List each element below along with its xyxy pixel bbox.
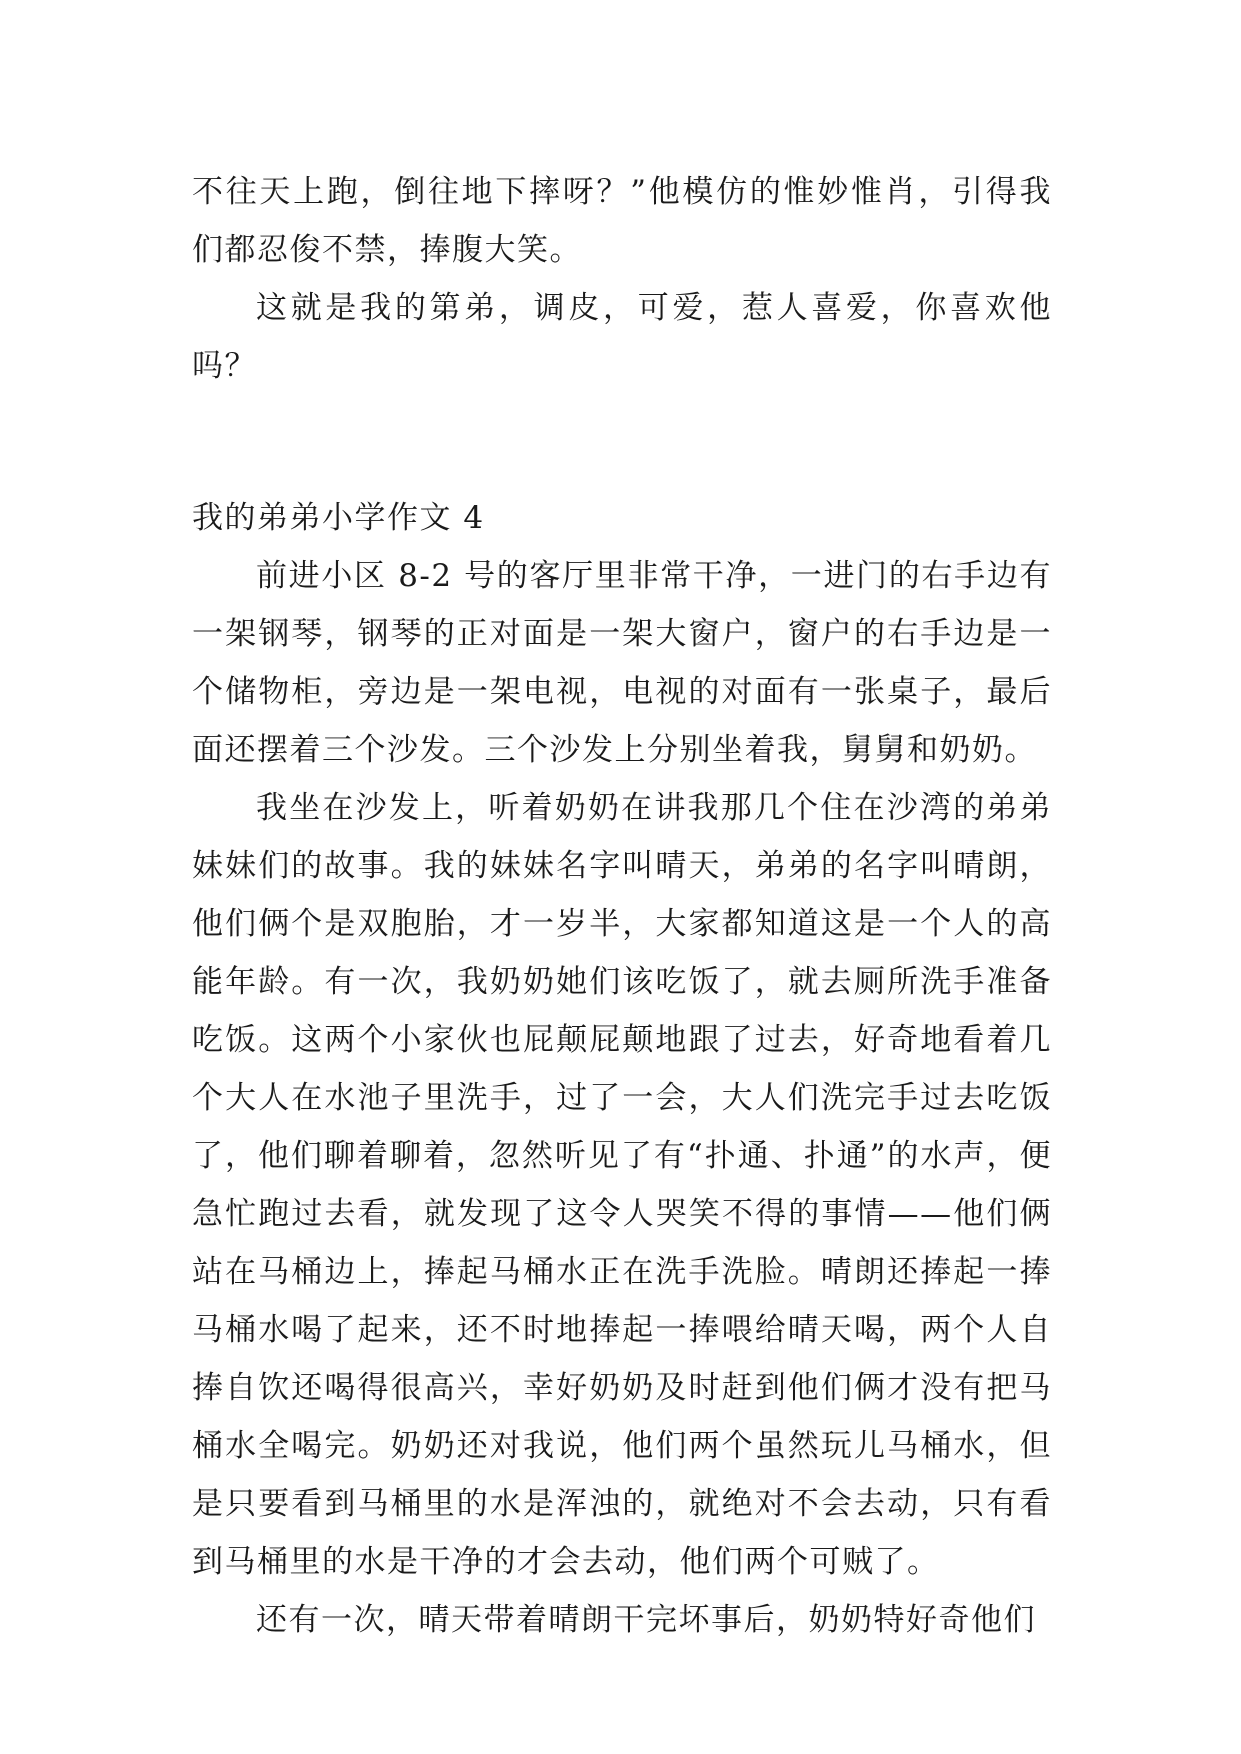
- section-title: 我的弟弟小学作文 4: [192, 500, 485, 536]
- paragraph-another-time: 还有一次，晴天带着晴朗干完坏事后，奶奶特好奇他们: [256, 1602, 1036, 1638]
- paragraph-twins-story: 我坐在沙发上，听着奶奶在讲我那几个住在沙湾的弟弟妹妹们的故事。我的妹妹名字叫晴天，弟弟的名字叫晴朗，他们俩个是双胞胎，才一岁半，大家都知道这是一个人的高能年龄。有一次，我奶奶她们该吃饭了，就去厕所洗手准备吃饭。这两个小家伙也屁颠屁颠地跟了过去，好奇地看着几个大人在水池子里洗手，过了一会，大人们洗完手过去吃饭了，他们聊着聊着，忽然听见了有“扑通、扑通”的水声，便急忙跑过去看，就发现了这令人哭笑不得的事情——他们俩站在马桶边上，捧起马桶水正在洗手洗脸。晴朗还捧起一捧马桶水喝了起来，还不时地捧起一捧喂给晴天喝，两个人自捧自饮还喝得很高兴，幸好奶奶及时赶到他们俩才没有把马桶水全喝完。奶奶还对我说，他们两个虽然玩儿马桶水，但是只要看到马桶里的水是浑浊的，就绝对不会去动，只有看到马桶里的水是干净的才会去动，他们两个可贼了。: [192, 790, 1052, 1580]
- paragraph-continued: 不往天上跑，倒往地下摔呀？”他模仿的惟妙惟肖，引得我们都忍俊不禁，捧腹大笑。: [192, 174, 1052, 268]
- paragraph-closing: 这就是我的第弟，调皮，可爱，惹人喜爱，你喜欢他吗？: [192, 290, 1052, 384]
- paragraph-living-room: 前进小区 8-2 号的客厅里非常干净，一进门的右手边有一架钢琴，钢琴的正对面是一架大窗户，窗户的右手边是一个储物柜，旁边是一架电视，电视的对面有一张桌子，最后面还摆着三个沙发。三个沙发上分别坐着我，舅舅和奶奶。: [192, 558, 1052, 768]
- document-body: [192, 163, 1052, 1649]
